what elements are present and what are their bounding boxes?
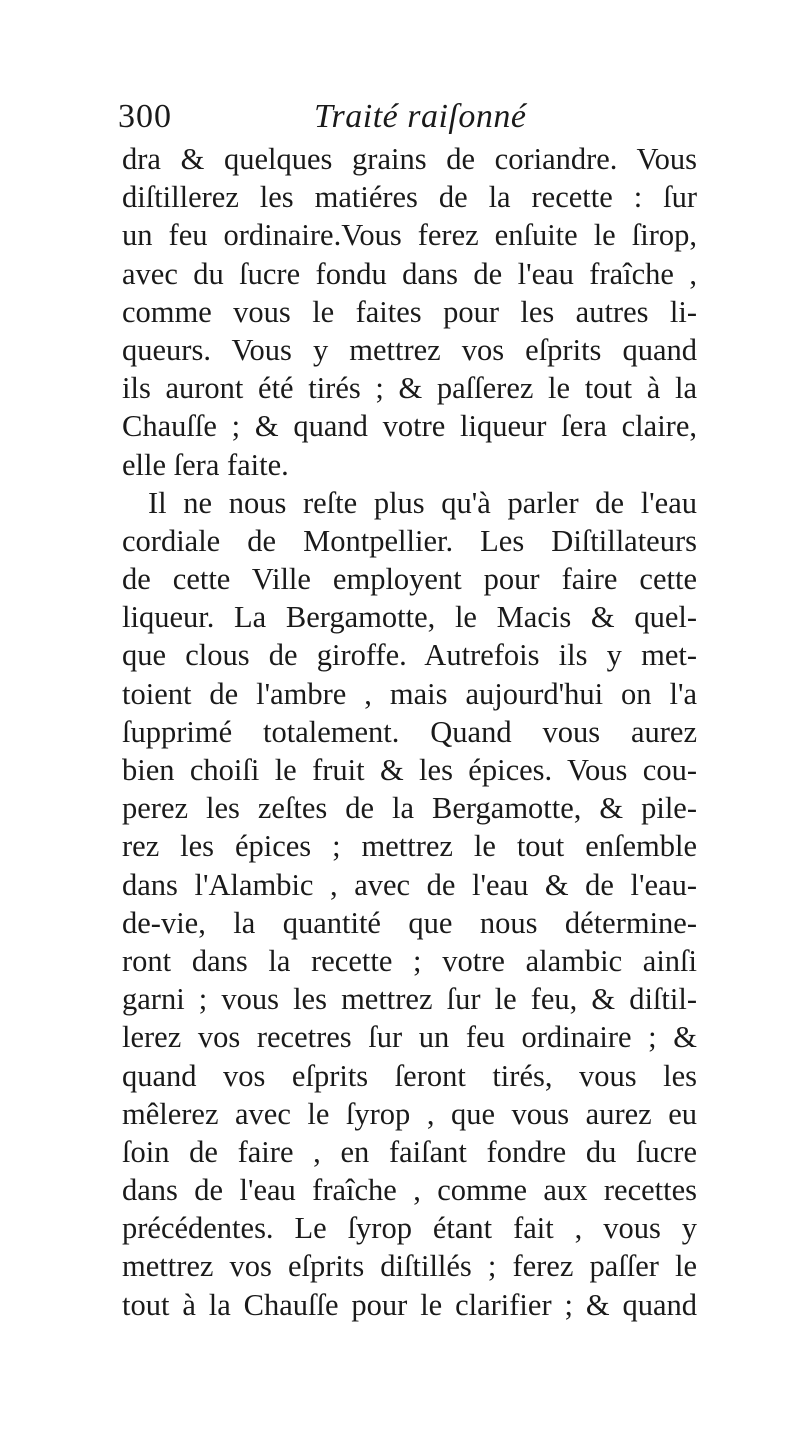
text-line: dans l'Alambic , avec de l'eau & de l'eau- bbox=[122, 867, 697, 902]
text-line: queurs. Vous y mettrez vos eſprits quand bbox=[122, 332, 697, 367]
text-line: quand vos eſprits ſeront tirés, vous les bbox=[122, 1058, 697, 1093]
text-line: mêlerez avec le ſyrop , que vous aurez eu bbox=[122, 1096, 697, 1131]
paragraph-start-line: Il ne nous reſte plus qu'à parler de l'eau bbox=[148, 485, 697, 520]
text-line: perez les zeſtes de la Bergamotte, & pile- bbox=[122, 791, 697, 826]
text-line: précédentes. Le ſyrop étant fait , vous y bbox=[122, 1211, 697, 1246]
text-line: toient de l'ambre , mais aujourd'hui on l'a bbox=[122, 676, 697, 711]
text-line: de-vie, la quantité que nous détermine- bbox=[122, 905, 697, 940]
text-line: dra & quelques grains de coriandre. Vous bbox=[122, 142, 697, 176]
text-line: que clous de giroffe. Autrefois ils y met- bbox=[122, 638, 697, 673]
text-line: Chauſſe ; & quand votre liqueur ſera claire, bbox=[122, 409, 697, 444]
text-line: ils auront été tirés ; & paſſerez le tout à la bbox=[122, 371, 697, 406]
text-line: mettrez vos eſprits diſtillés ; ferez paſſer le bbox=[122, 1249, 697, 1284]
page-header bbox=[118, 98, 708, 142]
text-line: ront dans la recette ; votre alambic ainſi bbox=[122, 943, 697, 978]
body-text bbox=[122, 140, 697, 1324]
text-line: de cette Ville employent pour faire cette bbox=[122, 562, 697, 597]
page-number: 300 bbox=[118, 98, 172, 135]
text-line: cordiale de Montpellier. Les Diſtillateurs bbox=[122, 523, 697, 558]
paragraph-end-line: elle ſera faite. bbox=[122, 447, 289, 482]
text-line: lerez vos recetres ſur un feu ordinaire ; & bbox=[122, 1020, 697, 1055]
text-line: bien choiſi le fruit & les épices. Vous cou- bbox=[122, 753, 697, 787]
text-line: garni ; vous les mettrez ſur le feu, & diſtil- bbox=[122, 982, 697, 1017]
text-line: un feu ordinaire.Vous ferez enſuite le ſirop, bbox=[122, 218, 697, 253]
text-line: liqueur. La Bergamotte, le Macis & quel- bbox=[122, 600, 697, 635]
text-line: avec du ſucre fondu dans de l'eau fraîche , bbox=[122, 256, 697, 291]
text-line: ſoin de faire , en faiſant fondre du ſucre bbox=[122, 1134, 697, 1169]
text-line: diſtillerez les matiéres de la recette : ſur bbox=[122, 180, 697, 215]
text-line: dans de l'eau fraîche , comme aux recettes bbox=[122, 1173, 697, 1208]
text-line: ſupprimé totalement. Quand vous aurez bbox=[122, 714, 697, 749]
running-title: Traité raiſonné bbox=[314, 98, 527, 135]
text-line: tout à la Chauſſe pour le clarifier ; & quand bbox=[122, 1287, 697, 1322]
text-line: rez les épices ; mettrez le tout enſemble bbox=[122, 829, 697, 864]
text-line: comme vous le faites pour les autres li- bbox=[122, 294, 697, 329]
